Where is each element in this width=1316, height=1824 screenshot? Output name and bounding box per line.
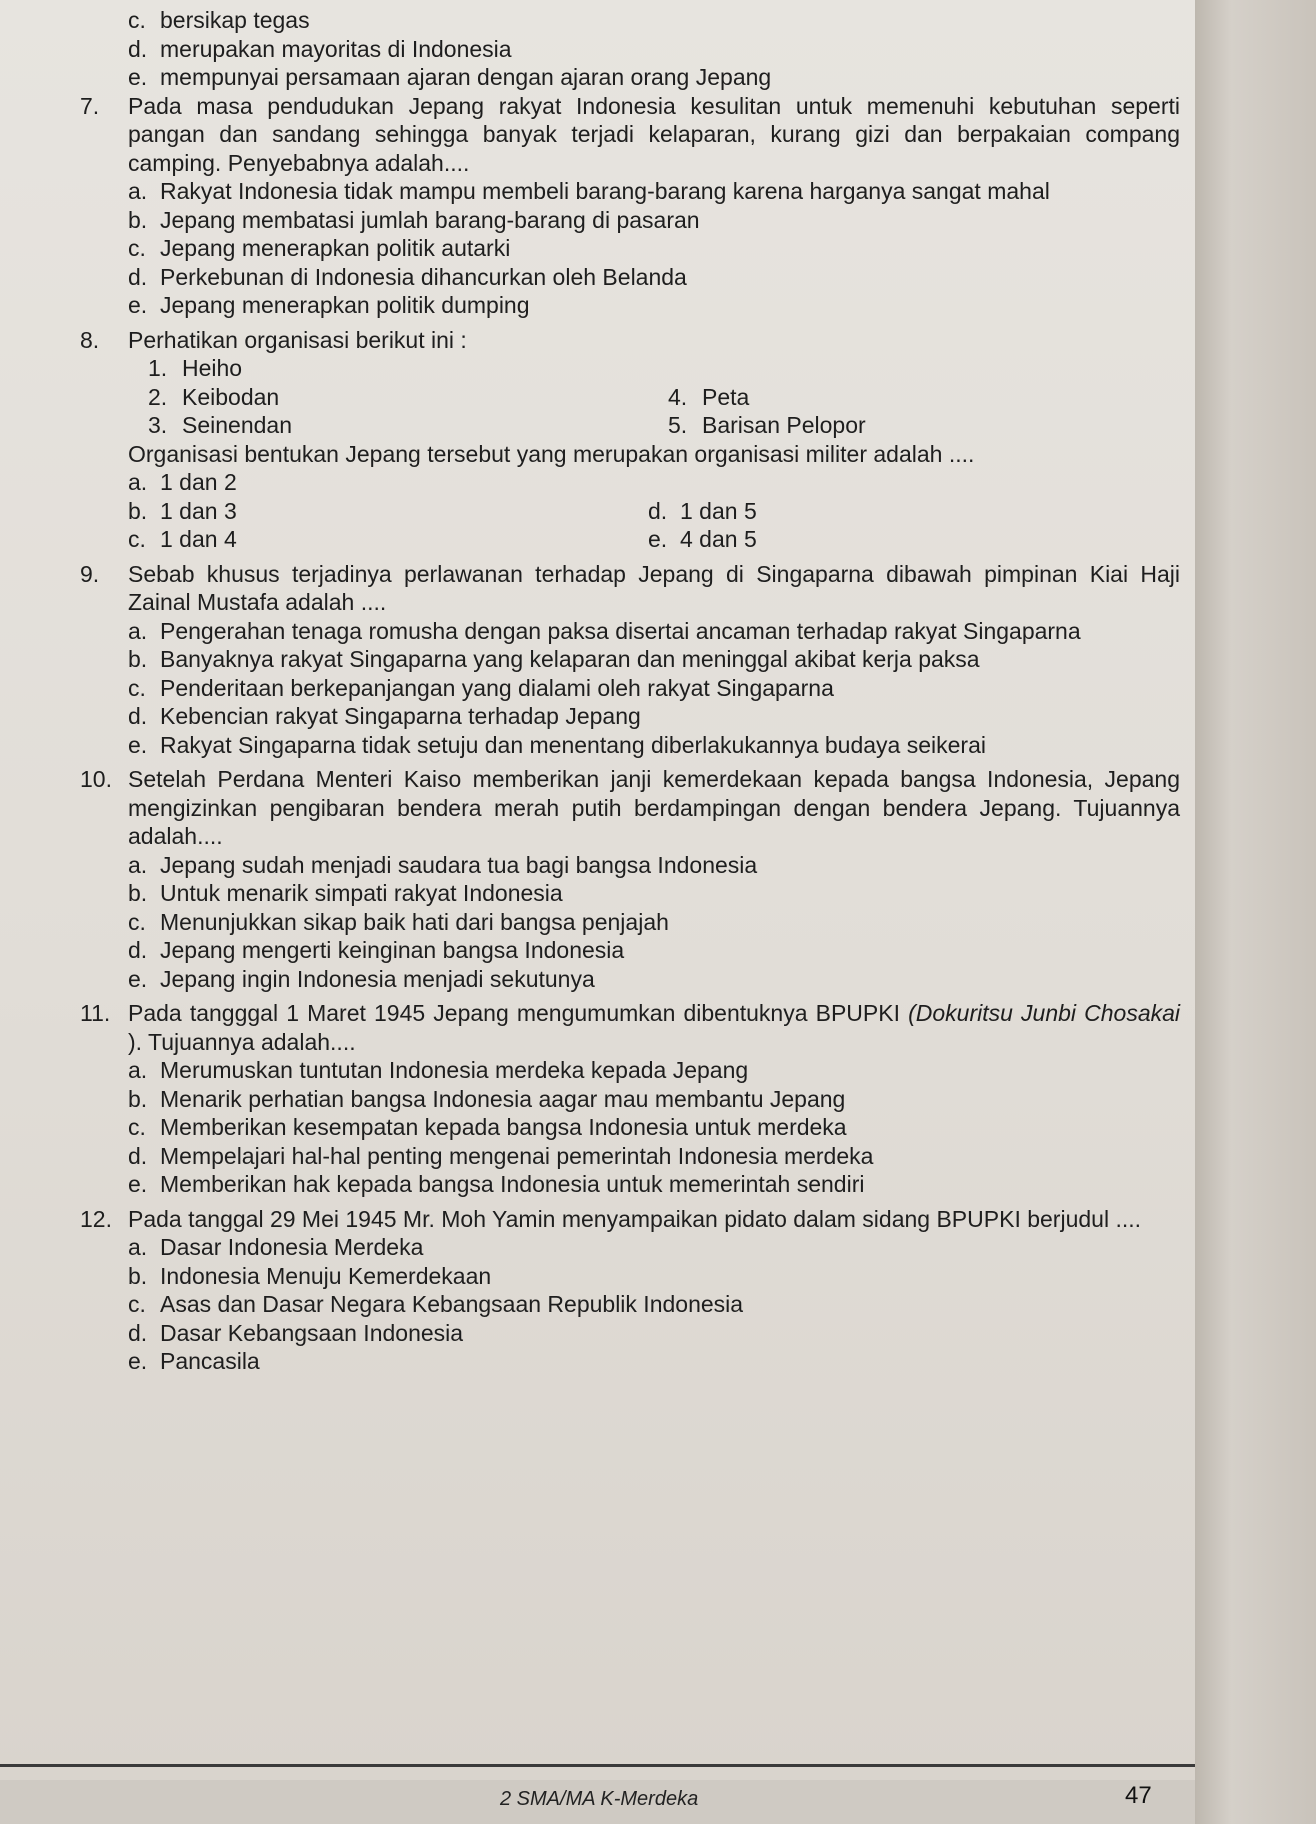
option-text: Mempelajari hal-hal penting mengenai pemerintah Indonesia merdeka bbox=[160, 1142, 874, 1169]
option-letter: c. bbox=[128, 908, 146, 935]
option-text: 4 dan 5 bbox=[680, 526, 757, 552]
option-letter: b. bbox=[128, 646, 148, 672]
question-stem: Pada tanggal 29 Mei 1945 Mr. Moh Yamin menyampaikan pidato dalam sidang BPUPKI berjudul .... bbox=[128, 1205, 1142, 1232]
answer-option bbox=[128, 1319, 1180, 1348]
page-edge bbox=[1195, 0, 1316, 1824]
option-letter: c. bbox=[128, 7, 146, 33]
answer-option bbox=[128, 879, 1180, 908]
question-stem bbox=[128, 999, 1180, 1056]
option-list bbox=[128, 617, 1180, 760]
answer-option bbox=[648, 497, 1180, 526]
question-number: 11. bbox=[80, 1000, 111, 1026]
option-letter: e. bbox=[128, 64, 148, 90]
option-letter: d. bbox=[648, 497, 668, 524]
option-text: Memberikan hak kepada bangsa Indonesia untuk memerintah sendiri bbox=[160, 1171, 865, 1197]
organization-list bbox=[128, 354, 1180, 440]
option-text: Rakyat Indonesia tidak mampu membeli barang-barang karena harganya sangat mahal bbox=[160, 178, 1050, 204]
option-letter: a. bbox=[128, 469, 148, 495]
option-letter: c. bbox=[128, 1291, 146, 1317]
option-text: Untuk menarik simpati rakyat Indonesia bbox=[160, 880, 563, 906]
option-letter: a. bbox=[128, 617, 148, 644]
answer-option bbox=[128, 645, 1180, 674]
question-stem: Sebab khusus terjadinya perlawanan terhadap Jepang di Singaparna dibawah pimpinan Kiai Haji Zainal Mustafa adalah .... bbox=[128, 560, 1180, 615]
option-list bbox=[128, 177, 1180, 320]
option-text: Jepang ingin Indonesia menjadi sekutunya bbox=[160, 965, 595, 992]
answer-option bbox=[128, 525, 648, 554]
option-letter: 1. bbox=[148, 355, 168, 381]
answer-option bbox=[128, 1347, 1180, 1376]
question-list bbox=[80, 6, 1180, 1376]
organization-item bbox=[668, 383, 1180, 412]
option-text: Jepang sudah menjadi saudara tua bagi bangsa Indonesia bbox=[160, 851, 758, 878]
option-list bbox=[128, 1056, 1180, 1199]
option-letter: e. bbox=[128, 965, 148, 992]
option-letter: d. bbox=[128, 1319, 148, 1346]
answer-option bbox=[128, 177, 1180, 206]
answer-option bbox=[128, 1142, 1180, 1171]
question-number: 10. bbox=[80, 766, 112, 792]
option-letter: d. bbox=[128, 703, 148, 729]
option-letter: b. bbox=[128, 497, 148, 524]
stem-italic: (Dokuritsu Junbi Chosakai bbox=[908, 1000, 1181, 1026]
option-text: Barisan Pelopor bbox=[702, 412, 866, 438]
option-text: Keibodan bbox=[182, 383, 280, 410]
answer-option bbox=[128, 965, 1180, 994]
option-letter: b. bbox=[128, 1262, 148, 1289]
option-text: 1 dan 4 bbox=[160, 526, 237, 552]
option-letter: c. bbox=[128, 526, 146, 552]
option-text: Kebencian rakyat Singaparna terhadap Jepang bbox=[160, 703, 641, 729]
option-text: Pancasila bbox=[160, 1348, 260, 1374]
question-stem: Setelah Perdana Menteri Kaiso memberikan janji kemerdekaan kepada bangsa Indonesia, Jepang mengizinkan pengibaran bendera merah putih berdampingan dengan bendera Jepang. Tujuannya adalah.... bbox=[128, 766, 1180, 849]
answer-option bbox=[128, 291, 1180, 320]
question-7 bbox=[80, 92, 1180, 320]
option-letter: a. bbox=[128, 851, 148, 878]
question-number: 8. bbox=[80, 326, 100, 353]
answer-option bbox=[128, 1170, 1180, 1199]
answer-option bbox=[128, 206, 1180, 235]
option-letter: e. bbox=[648, 526, 668, 552]
question-stem: Perhatikan organisasi berikut ini : bbox=[128, 326, 467, 353]
option-text: Memberikan kesempatan kepada bangsa Indonesia untuk merdeka bbox=[160, 1114, 847, 1140]
answer-option bbox=[128, 468, 648, 497]
option-text: Rakyat Singaparna tidak setuju dan menentang diberlakukannya budaya seikerai bbox=[160, 731, 986, 758]
option-text: Perkebunan di Indonesia dihancurkan oleh Belanda bbox=[160, 263, 687, 290]
organization-item bbox=[668, 411, 1180, 440]
option-text: Pengerahan tenaga romusha dengan paksa disertai ancaman terhadap rakyat Singaparna bbox=[160, 617, 1081, 644]
option-letter: b. bbox=[128, 880, 148, 906]
question-6-tail bbox=[80, 6, 1180, 92]
option-text: mempunyai persamaan ajaran dengan ajaran orang Jepang bbox=[160, 64, 772, 90]
option-letter: d. bbox=[128, 937, 148, 963]
option-text: Banyaknya rakyat Singaparna yang kelaparan dan meninggal akibat kerja paksa bbox=[160, 646, 980, 672]
stem-text-end: ). Tujuannya adalah.... bbox=[128, 1028, 356, 1055]
option-text: 1 dan 5 bbox=[680, 497, 757, 524]
option-text: Penderitaan berkepanjangan yang dialami oleh rakyat Singaparna bbox=[160, 674, 834, 701]
answer-option bbox=[128, 936, 1180, 965]
option-letter: e. bbox=[128, 1171, 148, 1197]
option-text: Asas dan Dasar Negara Kebangsaan Republik Indonesia bbox=[160, 1291, 744, 1317]
option-letter: b. bbox=[128, 206, 148, 233]
answer-option bbox=[128, 35, 1180, 64]
option-text: Dasar Kebangsaan Indonesia bbox=[160, 1319, 464, 1346]
question-11 bbox=[80, 999, 1180, 1199]
option-letter: c. bbox=[128, 1114, 146, 1140]
answer-option bbox=[128, 1262, 1180, 1291]
option-text: Merumuskan tuntutan Indonesia merdeka kepada Jepang bbox=[160, 1057, 749, 1083]
option-letter: b. bbox=[128, 1085, 148, 1112]
answer-option bbox=[128, 263, 1180, 292]
question-10 bbox=[80, 765, 1180, 993]
answer-option bbox=[128, 234, 1180, 263]
option-text: Heiho bbox=[182, 355, 243, 381]
answer-option bbox=[648, 525, 1180, 554]
answer-option bbox=[128, 1085, 1180, 1114]
option-text: Peta bbox=[702, 383, 750, 410]
option-letter: 4. bbox=[668, 383, 688, 410]
option-text: Indonesia Menuju Kemerdekaan bbox=[160, 1262, 492, 1289]
answer-option bbox=[128, 6, 1180, 35]
option-letter: c. bbox=[128, 235, 146, 261]
organization-item bbox=[668, 354, 1180, 383]
option-letter: e. bbox=[128, 731, 148, 758]
page-number: 47 bbox=[1125, 1782, 1152, 1809]
question-8 bbox=[80, 326, 1180, 440]
footer-label: 2 SMA/MA K-Merdeka bbox=[500, 1788, 699, 1810]
option-letter: d. bbox=[128, 35, 148, 62]
answer-option bbox=[128, 617, 1180, 646]
option-text: bersikap tegas bbox=[160, 7, 310, 33]
option-letter: 2. bbox=[148, 383, 168, 410]
option-list bbox=[128, 468, 1180, 554]
option-list bbox=[128, 851, 1180, 994]
option-text: Jepang menerapkan politik dumping bbox=[160, 292, 530, 318]
answer-option bbox=[128, 497, 648, 526]
question-number: 9. bbox=[80, 560, 100, 587]
answer-option bbox=[128, 908, 1180, 937]
option-text: Seinendan bbox=[182, 412, 292, 438]
answer-option bbox=[128, 731, 1180, 760]
option-letter: d. bbox=[128, 263, 148, 290]
option-text: Menunjukkan sikap baik hati dari bangsa penjajah bbox=[160, 908, 669, 935]
question-number: 7. bbox=[80, 92, 100, 119]
question-stem: Pada masa pendudukan Jepang rakyat Indonesia kesulitan untuk memenuhi kebutuhan seperti pangan dan sandang sehingga banyak terjadi kelaparan, kurang gizi dan berpakaian compang camping. Penyebabnya adalah.... bbox=[128, 92, 1180, 176]
question-prompt: Organisasi bentukan Jepang tersebut yang merupakan organisasi militer adalah .... bbox=[128, 440, 975, 467]
option-letter: c. bbox=[128, 674, 146, 701]
organization-item bbox=[148, 411, 668, 440]
answer-option bbox=[128, 1233, 1180, 1262]
option-letter: a. bbox=[128, 1057, 148, 1083]
organization-item bbox=[148, 354, 668, 383]
answer-option bbox=[648, 468, 1180, 497]
question-12 bbox=[80, 1205, 1180, 1376]
question-8-prompt-block bbox=[80, 440, 1180, 554]
answer-option bbox=[128, 63, 1180, 92]
stem-text: Pada tangggal 1 Maret 1945 Jepang mengumumkan dibentuknya BPUPKI bbox=[128, 1000, 900, 1026]
option-letter: e. bbox=[128, 292, 148, 318]
option-letter: 3. bbox=[148, 412, 168, 438]
option-text: merupakan mayoritas di Indonesia bbox=[160, 35, 512, 62]
page-bottom-rule bbox=[0, 1764, 1195, 1767]
answer-option bbox=[128, 1113, 1180, 1142]
option-text: Dasar Indonesia Merdeka bbox=[160, 1234, 424, 1260]
option-text: Jepang membatasi jumlah barang-barang di pasaran bbox=[160, 206, 700, 233]
question-9 bbox=[80, 560, 1180, 760]
question-number: 12. bbox=[80, 1205, 112, 1232]
option-letter: a. bbox=[128, 1234, 148, 1260]
option-list bbox=[128, 1233, 1180, 1376]
option-letter: e. bbox=[128, 1348, 148, 1374]
option-text: Jepang menerapkan politik autarki bbox=[160, 235, 511, 261]
option-text: 1 dan 3 bbox=[160, 497, 237, 524]
answer-option bbox=[128, 1290, 1180, 1319]
option-text: 1 dan 2 bbox=[160, 469, 237, 495]
option-text: Menarik perhatian bangsa Indonesia aagar mau membantu Jepang bbox=[160, 1085, 846, 1112]
organization-item bbox=[148, 383, 668, 412]
answer-option bbox=[128, 1056, 1180, 1085]
answer-option bbox=[128, 674, 1180, 703]
option-letter: 5. bbox=[668, 412, 688, 438]
option-letter: d. bbox=[128, 1142, 148, 1169]
answer-option bbox=[128, 702, 1180, 731]
option-letter: a. bbox=[128, 178, 148, 204]
option-text: Jepang mengerti keinginan bangsa Indonesia bbox=[160, 937, 625, 963]
answer-option bbox=[128, 851, 1180, 880]
